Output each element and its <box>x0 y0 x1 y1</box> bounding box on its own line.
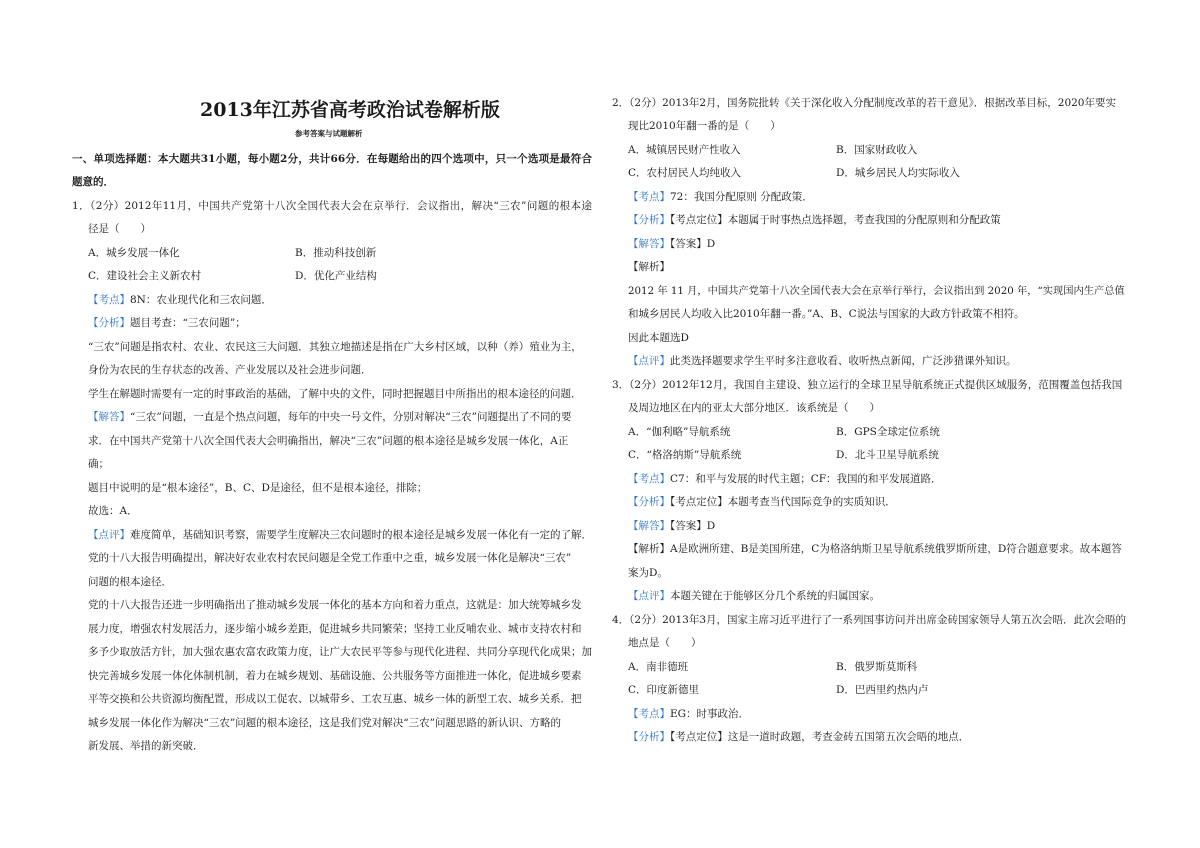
fenxi-text: 题目考查：“三农问题”； <box>130 317 246 329</box>
fenxi-tag: 【分析】 <box>628 496 670 508</box>
fenxi-text: 【考点定位】本题属于时事热点选择题，考查我国的分配原则和分配政策 <box>670 214 1001 226</box>
q3-option-b: B．GPS全球定位系统 <box>836 426 940 438</box>
q2-option-a: A．城镇居民财产性收入 <box>628 144 741 156</box>
q2-stem: 2．（2分）2013年2月，国务院批转《关于深化收入分配制度改革的若干意见》．根据改革目标，2020年要实 <box>612 97 1116 109</box>
kaodian-tag: 【考点】 <box>628 473 670 485</box>
jieda-tag: 【解答】 <box>88 411 130 423</box>
kaodian-text: 72：我国分配原则 分配政策． <box>670 191 813 203</box>
q2-jieda <box>628 237 715 251</box>
page-title: 2013年江苏省高考政治试卷解析版 <box>200 99 500 121</box>
q1-jieda-4: 题目中说明的是“根本途径”，B、C、D是途径，但不是根本途径，排除； <box>88 482 428 494</box>
q2-fenxi <box>628 213 1001 227</box>
q1-extra-2: 展力度，增强农村发展活力，逐步缩小城乡差距，促进城乡共同繁荣；坚持工业反哺农业、城市支持农村和 <box>88 623 582 635</box>
q2-dianping <box>628 354 1017 368</box>
kaodian-tag: 【考点】 <box>628 191 670 203</box>
q1-fenxi <box>88 316 246 330</box>
kaodian-tag: 【考点】 <box>88 294 130 306</box>
q4-option-b: B．俄罗斯莫斯科 <box>836 661 918 673</box>
jieda-tag: 【解答】 <box>628 238 670 250</box>
q2-option-d: D．城乡居民人均实际收入 <box>836 167 960 179</box>
fenxi-tag: 【分析】 <box>88 317 130 329</box>
q1-fenxi-p3: 学生在解题时需要有一定的时事政治的基础，了解中央的文件，同时把握题目中所指出的根本途径的问题． <box>88 388 582 400</box>
q1-extra-3: 多予少取放活方针，加大强农惠农富农政策力度，让广大农民平等参与现代化进程、共同分享现代化成果；加 <box>88 646 592 658</box>
dianping-tag: 【点评】 <box>88 529 130 541</box>
q1-fenxi-p1: “三农”问题是指农村、农业、农民这三大问题．其独立地描述是指在广大乡村区域，以种（养）殖业为主， <box>88 341 582 353</box>
q3-option-a: A．“伽利略”导航系统 <box>628 426 731 438</box>
q2-kaodian <box>628 190 813 204</box>
q3-kaodian <box>628 472 942 486</box>
q1-extra-1: 党的十八大报告还进一步明确指出了推动城乡发展一体化的基本方向和着力重点，这就是：加大统筹城乡发 <box>88 599 582 611</box>
q3-stem: 3．（2分）2012年12月，我国自主建设、独立运行的全球卫星导航系统正式提供区域服务，范围覆盖包括我国 <box>612 379 1123 391</box>
q2-p2: 和城乡居民人均收入比2010年翻一番。”A、B、C说法与国家的大政方针政策不相符。 <box>628 308 1025 320</box>
kaodian-tag: 【考点】 <box>628 708 670 720</box>
q2-option-b: B．国家财政收入 <box>836 144 918 156</box>
q1-extra-6: 城乡发展一体化作为解决“三农”问题的根本途径，这是我们党对解决“三农”问题思路的新认识、方略的 <box>88 717 561 729</box>
q1-option-d: D．优化产业结构 <box>295 270 377 282</box>
q1-fenxi-p2: 身份为农民的生存状态的改善、产业发展以及社会进步问题． <box>88 364 372 376</box>
q3-option-c: C．“格洛纳斯”导航系统 <box>628 449 742 461</box>
q1-option-a: A．城乡发展一体化 <box>88 247 180 259</box>
q1-extra-5: 平等交换和公共资源均衡配置，形成以工促农、以城带乡、工农互惠、城乡一体的新型工农、城乡关系．把 <box>88 693 582 705</box>
q1-stem-cont: 径是（ ） <box>88 223 151 235</box>
fenxi-text: 【考点定位】本题考查当代国际竞争的实质知识． <box>670 496 896 508</box>
q1-jieda-3: 确； <box>88 458 109 470</box>
q1-option-c: C．建设社会主义新农村 <box>88 270 202 282</box>
q4-stem: 4．（2分）2013年3月，国家主席习近平进行了一系列国事访问并出席金砖国家领导人第五次会晤．此次会晤的 <box>612 614 1127 626</box>
dianping-tag: 【点评】 <box>628 590 670 602</box>
kaodian-text: EG：时事政治． <box>670 708 750 720</box>
q2-jiexi: 【解析】 <box>628 261 670 273</box>
q1-dianping <box>88 528 592 542</box>
q4-fenxi <box>628 730 969 744</box>
q3-fenxi <box>628 495 896 509</box>
q1-extra-4: 快完善城乡发展一体化体制机制，着力在城乡规划、基础设施、公共服务等方面推进一体化，促进城乡要素 <box>88 670 582 682</box>
q2-p3: 因此本题选D <box>628 332 689 344</box>
fenxi-tag: 【分析】 <box>628 731 670 743</box>
q4-stem-cont: 地点是（ ） <box>628 637 702 649</box>
q3-jiexi-1: 【解析】A是欧洲所建、B是美国所建，C为格洛纳斯卫星导航系统俄罗斯所建，D符合题意要求。故本题答 <box>628 543 1122 555</box>
dianping-text: 此类选择题要求学生平时多注意收看、收听热点新闻，广泛涉猎课外知识。 <box>670 355 1017 367</box>
q1-jieda-5: 故选：A． <box>88 505 138 517</box>
q3-stem-cont: 及周边地区在内的亚太大部分地区．该系统是（ ） <box>628 402 880 414</box>
q1-dianping-2: 党的十八大报告明确提出，解决好农业农村农民问题是全党工作重中之重，城乡发展一体化是解决“三农” <box>88 552 572 564</box>
jieda-text: “三农”问题，一直是个热点问题，每年的中央一号文件，分别对解决“三农”问题提出了不同的要 <box>130 411 572 423</box>
jieda-text: 【答案】D <box>670 520 716 532</box>
kaodian-text: C7：和平与发展的时代主题；CF：我国的和平发展道路． <box>670 473 942 485</box>
q3-option-d: D．北斗卫星导航系统 <box>836 449 939 461</box>
q4-option-d: D．巴西里约热内卢 <box>836 684 929 696</box>
q1-extra-7: 新发展、举措的新突破． <box>88 740 204 752</box>
q4-option-c: C．印度新德里 <box>628 684 700 696</box>
q2-p1: 2012 年 11 月，中国共产党第十八次全国代表大会在京举行举行，会议指出到 2020 年，“实现国内生产总值 <box>628 285 1125 297</box>
kaodian-text: 8N：农业现代化和三农问题． <box>130 294 272 306</box>
q3-jieda <box>628 519 715 533</box>
q2-stem-cont: 现比2010年翻一番的是（ ） <box>628 120 781 132</box>
section-heading-cont: 题意的． <box>72 176 114 188</box>
q2-option-c: C．农村居民人均纯收入 <box>628 167 742 179</box>
dianping-text: 难度简单，基础知识考察，需要学生度解决三农问题时的根本途径是城乡发展一体化有一定的了解． <box>130 529 592 541</box>
page-subtitle: 参考答案与试题解析 <box>295 129 363 138</box>
dianping-text: 本题关键在于能够区分几个系统的归属国家。 <box>670 590 880 602</box>
q1-jieda-2: 求．在中国共产党第十八次全国代表大会明确指出，解决“三农”问题的根本途径是城乡发展一体化，A正 <box>88 435 569 447</box>
q3-dianping <box>628 589 880 603</box>
jieda-text: 【答案】D <box>670 238 716 250</box>
jieda-tag: 【解答】 <box>628 520 670 532</box>
q1-stem: 1．（2分）2012年11月，中国共产党第十八次全国代表大会在京举行．会议指出，解决“三农”问题的根本途 <box>72 200 592 212</box>
dianping-tag: 【点评】 <box>628 355 670 367</box>
q1-kaodian <box>88 293 272 307</box>
q3-jiexi-2: 案为D。 <box>628 567 668 579</box>
q1-dianping-3: 问题的根本途径． <box>88 576 172 588</box>
q4-kaodian <box>628 707 749 721</box>
q1-jieda <box>88 410 571 424</box>
q1-option-b: B．推动科技创新 <box>295 247 377 259</box>
q4-option-a: A．南非德班 <box>628 661 689 673</box>
fenxi-tag: 【分析】 <box>628 214 670 226</box>
section-heading: 一、单项选择题：本大题共31小题，每小题2分，共计66分．在每题给出的四个选项中，只一个选项是最符合 <box>72 153 592 165</box>
fenxi-text: 【考点定位】这是一道时政题，考查金砖五国第五次会晤的地点． <box>670 731 970 743</box>
